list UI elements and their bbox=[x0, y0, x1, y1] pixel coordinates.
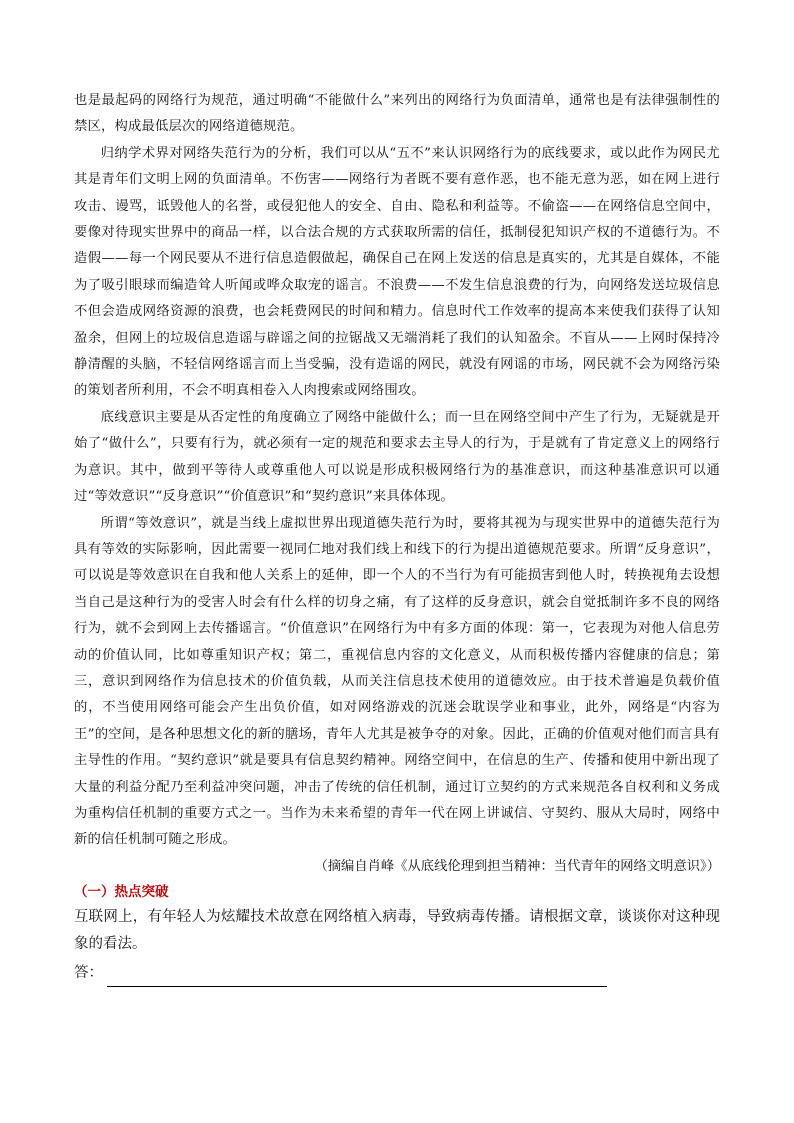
article-body bbox=[74, 88, 720, 854]
answer-label: 答： bbox=[74, 965, 103, 982]
question-text: 互联网上，有年轻人为炫耀技术故意在网络植入病毒，导致病毒传播。请根据文章，谈谈你对这种现象的看法。 bbox=[74, 909, 720, 953]
section-heading: （一）热点突破 bbox=[74, 884, 169, 901]
article-paragraph-4: 所谓“等效意识”，就是当线上虚拟世界出现道德失范行为时，要将其视为与现实世界中的道德失范行为具有等效的实际影响，因此需要一视同仁地对我们线上和线下的行为提出道德规范要求。所谓“反身意识”，可以说是等效意识在自我和他人关系上的延伸，即一个人的不当行为有可能损害到他人时，转换视角去设想当自己是这种行为的受害人时会有什么样的切身之痛，有了这样的反身意识，就会自觉抵制许多不良的网络行为，就不会到网上去传播谣言。“价值意识”在网络行为中有多方面的体现：第一，它表现为对他人信息劳动的价值认同，比如尊重知识产权；第二，重视信息内容的文化意义，从而积极传播内容健康的信息；第三，意识到网络作为信息技术的价值负载，从而关注信息技术使用的道德效应。由于技术普遍是负载价值的，不当使用网络可能会产生出负价值，如对网络游戏的沉迷会耽误学业和事业，此外，网络是“内容为王”的空间，是各种思想文化的新的膳场，青年人尤其是被争夺的对象。因此，正确的价值观对他们而言具有主导性的作用。“契约意识”就是要具有信息契约精神。网络空间中，在信息的生产、传播和使用中新出现了大量的利益分配乃至利益冲突问题，冲击了传统的信任机制，通过订立契约的方式来规范各自权利和义务成为重构信任机制的重要方式之一。当作为未来希望的青年一代在网上讲诚信、守契约、服从大局时，网络中新的信任机制可随之形成。 bbox=[74, 515, 720, 848]
exercise-section bbox=[74, 880, 720, 987]
answer-line[interactable] bbox=[107, 968, 607, 987]
article-source: （摘编自肖峰《从底线伦理到担当精神：当代青年的网络文明意识》） bbox=[314, 858, 720, 874]
answer-row bbox=[74, 960, 720, 987]
article-paragraph-2: 归纳学术界对网络失范行为的分析，我们可以从“五不”来认识网络行为的底线要求，或以此作为网民尤其是青年们文明上网的负面清单。不伤害——网络行为者既不要有意作恶，也不能无意为恶，如在网上进行攻击、谩骂，诋毁他人的名誉，或侵犯他人的安全、自由、隐私和利益等。不偷盗——在网络信息空间中，要像对待现实世界中的商品一样，以合法合规的方式获取所需的信任，抵制侵犯知识产权的不道德行为。不造假——每一个网民要从不进行信息造假做起，确保自己在网上发送的信息是真实的，尤其是自媒体，不能为了吸引眼球而编造耸人听闻或哗众取宠的谣言。不浪费——不发生信息浪费的行为，向网络发送垃圾信息不但会造成网络资源的浪费，也会耗费网民的时间和精力。信息时代工作效率的提高本来使我们获得了认知盈余，但网上的垃圾信息造谣与辟谣之间的拉锯战又无端消耗了我们的认知盈余。不盲从——上网时保持冷静清醒的头脑，不轻信网络谣言而上当受骗，没有造谣的网民，就没有网谣的市场，网民就不会为网络污染的策划者所利用，不会不明真相卷入人肉搜索或网络围攻。 bbox=[74, 145, 720, 399]
article-paragraph-1: 也是最起码的网络行为规范，通过明确“不能做什么”来列出的网络行为负面清单，通常也是有法律强制性的禁区，构成最低层次的网络道德规范。 bbox=[74, 93, 720, 135]
article-paragraph-3: 底线意识主要是从否定性的角度确立了网络中能做什么；而一旦在网络空间中产生了行为，无疑就是开始了“做什么”，只要有行为，就必须有一定的规范和要求去主导人的行为，于是就有了肯定意义上的网络行为意识。其中，做到平等待人或尊重他人可以说是形成积极网络行为的基准意识，而这种基准意识可以通过“等效意识”“反身意识”“价值意识”和“契约意识”来具体体现。 bbox=[74, 409, 720, 505]
